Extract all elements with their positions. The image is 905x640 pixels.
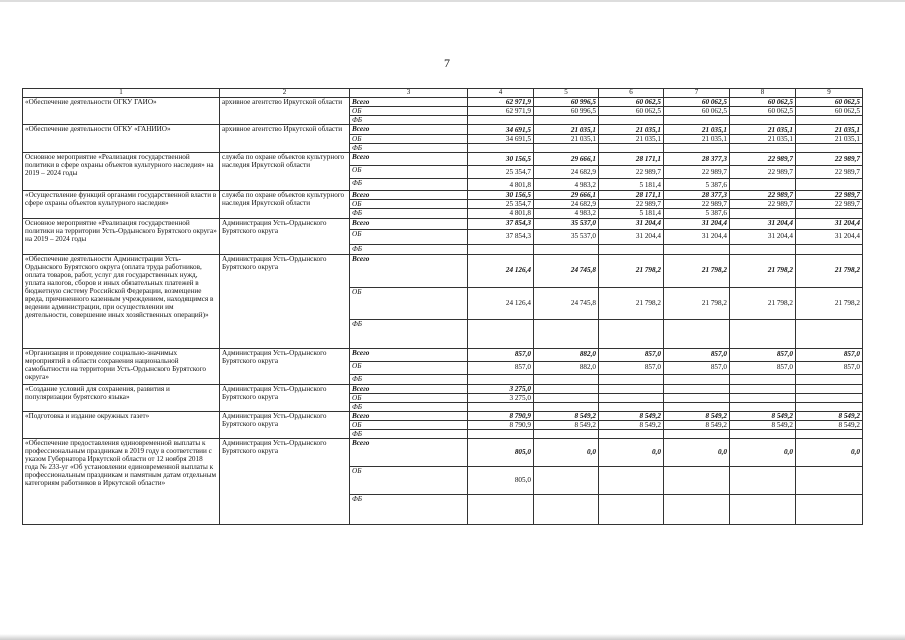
value-cell — [468, 429, 534, 438]
funding-source: ОБ — [350, 166, 468, 179]
activity-name: Основное мероприятие «Реализация государственной политики на территории Усть-Ордынского Бурятского округа» на 2019 – 2024 годы — [23, 218, 220, 254]
value-cell: 857,0 — [468, 361, 534, 374]
activity-name: «Подготовка и издание окружных газет» — [23, 411, 220, 438]
value-cell: 4 801,8 — [468, 179, 534, 191]
value-cell — [534, 374, 599, 384]
value-cell: 21 035,1 — [664, 125, 730, 135]
value-cell: 0,0 — [599, 438, 664, 466]
value-cell — [599, 319, 664, 348]
funding-source: ОБ — [350, 135, 468, 144]
funding-source: Всего — [350, 411, 468, 420]
value-cell — [534, 319, 599, 348]
value-cell: 21 798,2 — [730, 287, 796, 319]
value-cell: 8 549,2 — [534, 420, 599, 429]
value-cell: 60 062,5 — [664, 98, 730, 107]
value-cell: 22 989,7 — [730, 200, 796, 209]
header-cell: 3 — [350, 89, 468, 98]
value-cell — [796, 116, 863, 125]
page-number: 7 — [444, 56, 450, 70]
value-cell: 8 549,2 — [664, 411, 730, 420]
value-cell — [664, 319, 730, 348]
budget-table — [22, 88, 863, 525]
value-cell: 857,0 — [468, 348, 534, 361]
funding-source: Всего — [350, 218, 468, 229]
header-cell: 9 — [796, 89, 863, 98]
funding-source: ОБ — [350, 393, 468, 402]
value-cell: 24 126,4 — [468, 287, 534, 319]
value-cell — [599, 393, 664, 402]
header-cell: 2 — [220, 89, 350, 98]
value-cell: 28 377,3 — [664, 153, 730, 166]
value-cell: 21 035,1 — [599, 125, 664, 135]
value-cell: 21 798,2 — [664, 287, 730, 319]
value-cell: 8 549,2 — [730, 420, 796, 429]
scan-shadow — [0, 634, 905, 640]
value-cell: 28 171,1 — [599, 191, 664, 200]
header-row — [23, 89, 863, 98]
value-cell — [534, 384, 599, 393]
value-cell — [664, 429, 730, 438]
value-cell — [468, 402, 534, 411]
value-cell: 22 989,7 — [664, 166, 730, 179]
funding-source: ФБ — [350, 116, 468, 125]
value-cell — [796, 179, 863, 191]
value-cell: 31 204,4 — [599, 229, 664, 244]
value-cell — [468, 374, 534, 384]
value-cell — [599, 466, 664, 494]
value-cell — [534, 494, 599, 524]
value-cell — [796, 384, 863, 393]
value-cell — [796, 429, 863, 438]
executor-name: Администрация Усть-Ордынского Бурятского округа — [220, 438, 350, 524]
header-cell: 4 — [468, 89, 534, 98]
table-row — [23, 98, 863, 107]
table-row — [23, 411, 863, 420]
value-cell: 31 204,4 — [730, 229, 796, 244]
value-cell: 60 062,5 — [796, 98, 863, 107]
value-cell: 22 989,7 — [796, 153, 863, 166]
value-cell: 60 062,5 — [664, 107, 730, 116]
value-cell: 29 666,1 — [534, 153, 599, 166]
funding-source: ФБ — [350, 402, 468, 411]
activity-name: «Обеспечение деятельности ОГКУ ГАИО» — [23, 98, 220, 125]
value-cell — [796, 144, 863, 153]
value-cell: 8 790,9 — [468, 420, 534, 429]
value-cell — [730, 402, 796, 411]
activity-name: «Обеспечение деятельности ОГКУ «ГАНИИО» — [23, 125, 220, 153]
value-cell — [664, 116, 730, 125]
value-cell: 857,0 — [664, 361, 730, 374]
value-cell: 21 035,1 — [534, 125, 599, 135]
value-cell — [730, 466, 796, 494]
value-cell — [468, 494, 534, 524]
value-cell — [664, 494, 730, 524]
value-cell: 0,0 — [796, 438, 863, 466]
value-cell: 8 790,9 — [468, 411, 534, 420]
value-cell: 0,0 — [730, 438, 796, 466]
value-cell: 37 854,3 — [468, 218, 534, 229]
value-cell — [796, 244, 863, 254]
funding-source: ОБ — [350, 361, 468, 374]
value-cell: 3 275,0 — [468, 393, 534, 402]
value-cell: 28 377,3 — [664, 191, 730, 200]
value-cell: 60 996,5 — [534, 98, 599, 107]
value-cell: 31 204,4 — [796, 218, 863, 229]
activity-name: «Обеспечение предоставления единовременной выплаты к профессиональным праздникам в 2019 году в соответствии с указом Губернатора Иркутской области от 12 ноября 2018 года № 233-уг «Об установлении единовременной выплаты к профессиональным праздникам и памятным датам отдельным категориям работников в Иркутской области» — [23, 438, 220, 524]
value-cell: 24 745,8 — [534, 254, 599, 287]
executor-name: Администрация Усть-Ордынского Бурятского округа — [220, 218, 350, 254]
header-cell: 1 — [23, 89, 220, 98]
table-row — [23, 125, 863, 135]
funding-source: ОБ — [350, 107, 468, 116]
value-cell: 21 035,1 — [730, 135, 796, 144]
table-row — [23, 384, 863, 393]
activity-name: «Организация и проведение социально-значимых мероприятий в области сохранения национальной самобытности на территории Усть-Ордынского Бурятского округа» — [23, 348, 220, 384]
value-cell — [730, 319, 796, 348]
value-cell: 21 035,1 — [534, 135, 599, 144]
value-cell: 22 989,7 — [730, 166, 796, 179]
table-row — [23, 254, 863, 287]
funding-source: ОБ — [350, 466, 468, 494]
value-cell — [599, 384, 664, 393]
value-cell: 21 035,1 — [796, 125, 863, 135]
funding-source: ФБ — [350, 209, 468, 218]
value-cell: 8 549,2 — [796, 420, 863, 429]
value-cell: 60 062,5 — [599, 107, 664, 116]
value-cell: 4 983,2 — [534, 179, 599, 191]
value-cell — [534, 244, 599, 254]
value-cell: 22 989,7 — [730, 191, 796, 200]
value-cell: 30 156,5 — [468, 153, 534, 166]
activity-name: Основное мероприятие «Реализация государственной политики в сфере охраны объектов культурного наследия» на 2019 – 2024 годы — [23, 153, 220, 191]
value-cell: 24 682,9 — [534, 166, 599, 179]
executor-name: архивное агентство Иркутской области — [220, 98, 350, 125]
value-cell — [468, 244, 534, 254]
value-cell — [730, 144, 796, 153]
funding-source: Всего — [350, 254, 468, 287]
value-cell — [664, 144, 730, 153]
value-cell: 21 035,1 — [599, 135, 664, 144]
value-cell — [534, 144, 599, 153]
funding-source: ОБ — [350, 420, 468, 429]
value-cell — [730, 244, 796, 254]
value-cell — [730, 179, 796, 191]
table-row — [23, 218, 863, 229]
header-cell: 5 — [534, 89, 599, 98]
value-cell — [664, 384, 730, 393]
value-cell: 805,0 — [468, 438, 534, 466]
value-cell: 5 387,6 — [664, 179, 730, 191]
value-cell — [730, 374, 796, 384]
value-cell — [796, 319, 863, 348]
value-cell: 25 354,7 — [468, 200, 534, 209]
value-cell: 8 549,2 — [664, 420, 730, 429]
value-cell: 805,0 — [468, 466, 534, 494]
value-cell — [599, 402, 664, 411]
funding-source: ОБ — [350, 287, 468, 319]
value-cell — [534, 393, 599, 402]
value-cell — [664, 402, 730, 411]
value-cell — [730, 116, 796, 125]
value-cell — [796, 209, 863, 218]
funding-source: Всего — [350, 98, 468, 107]
value-cell: 857,0 — [664, 348, 730, 361]
table-row — [23, 438, 863, 466]
value-cell: 21 798,2 — [664, 254, 730, 287]
executor-name: архивное агентство Иркутской области — [220, 125, 350, 153]
scan-edge — [0, 0, 905, 2]
value-cell: 29 666,1 — [534, 191, 599, 200]
value-cell — [534, 466, 599, 494]
value-cell — [796, 374, 863, 384]
header-cell: 6 — [599, 89, 664, 98]
funding-source: ФБ — [350, 179, 468, 191]
funding-source: ФБ — [350, 244, 468, 254]
value-cell: 31 204,4 — [664, 218, 730, 229]
funding-source: Всего — [350, 348, 468, 361]
value-cell: 5 181,4 — [599, 209, 664, 218]
value-cell — [468, 116, 534, 125]
activity-name: «Создание условий для сохранения, развития и популяризации бурятского языка» — [23, 384, 220, 411]
value-cell: 857,0 — [796, 361, 863, 374]
value-cell — [599, 374, 664, 384]
value-cell — [664, 393, 730, 402]
value-cell: 21 798,2 — [730, 254, 796, 287]
value-cell: 8 549,2 — [599, 420, 664, 429]
value-cell: 35 537,0 — [534, 218, 599, 229]
value-cell — [796, 393, 863, 402]
value-cell: 8 549,2 — [730, 411, 796, 420]
funding-source: Всего — [350, 153, 468, 166]
value-cell: 31 204,4 — [730, 218, 796, 229]
funding-source: ФБ — [350, 429, 468, 438]
value-cell: 22 989,7 — [599, 200, 664, 209]
value-cell — [664, 466, 730, 494]
executor-name: Администрация Усть-Ордынского Бурятского округа — [220, 348, 350, 384]
executor-name: служба по охране объектов культурного наследия Иркутской области — [220, 153, 350, 191]
value-cell — [534, 116, 599, 125]
value-cell: 35 537,0 — [534, 229, 599, 244]
value-cell: 5 181,4 — [599, 179, 664, 191]
value-cell: 882,0 — [534, 361, 599, 374]
funding-source: ОБ — [350, 200, 468, 209]
value-cell: 8 549,2 — [534, 411, 599, 420]
value-cell: 22 989,7 — [730, 153, 796, 166]
value-cell: 857,0 — [599, 348, 664, 361]
value-cell: 62 971,9 — [468, 98, 534, 107]
value-cell: 60 062,5 — [730, 98, 796, 107]
value-cell: 34 691,5 — [468, 125, 534, 135]
value-cell: 21 035,1 — [730, 125, 796, 135]
table-row — [23, 348, 863, 361]
value-cell: 22 989,7 — [599, 166, 664, 179]
value-cell: 21 798,2 — [796, 287, 863, 319]
value-cell: 21 035,1 — [796, 135, 863, 144]
value-cell — [599, 494, 664, 524]
funding-source: Всего — [350, 438, 468, 466]
executor-name: Администрация Усть-Ордынского Бурятского округа — [220, 254, 350, 348]
header-cell: 7 — [664, 89, 730, 98]
value-cell: 0,0 — [664, 438, 730, 466]
value-cell: 60 996,5 — [534, 107, 599, 116]
value-cell — [534, 429, 599, 438]
value-cell: 60 062,5 — [599, 98, 664, 107]
value-cell: 60 062,5 — [796, 107, 863, 116]
value-cell: 31 204,4 — [796, 229, 863, 244]
header-cell: 8 — [730, 89, 796, 98]
value-cell: 22 989,7 — [796, 191, 863, 200]
value-cell: 21 035,1 — [664, 135, 730, 144]
value-cell — [796, 466, 863, 494]
value-cell: 857,0 — [730, 348, 796, 361]
value-cell: 37 854,3 — [468, 229, 534, 244]
value-cell: 24 682,9 — [534, 200, 599, 209]
value-cell: 21 798,2 — [599, 287, 664, 319]
table-row — [23, 153, 863, 166]
value-cell: 28 171,1 — [599, 153, 664, 166]
value-cell: 8 549,2 — [599, 411, 664, 420]
value-cell: 24 126,4 — [468, 254, 534, 287]
activity-name: «Обеспечение деятельности Администрации Усть-Ордынского Бурятского округа (оплата труда работников, оплата товаров, работ, услуг для государственных нужд, уплата налогов, сборов и иных обязательных платежей в бюджетную систему Российской Федерации, возмещение вреда, причиненного казенным учреждением, находящимся в ведении администрации, при осуществлении им деятельности, совершение иных хозяйственных операций)» — [23, 254, 220, 348]
value-cell — [730, 209, 796, 218]
funding-source: ФБ — [350, 319, 468, 348]
value-cell: 4 801,8 — [468, 209, 534, 218]
value-cell: 34 691,5 — [468, 135, 534, 144]
funding-source: ФБ — [350, 494, 468, 524]
value-cell — [730, 429, 796, 438]
executor-name: служба по охране объектов культурного наследия Иркутской области — [220, 191, 350, 218]
value-cell: 22 989,7 — [664, 200, 730, 209]
value-cell — [730, 393, 796, 402]
value-cell: 62 971,9 — [468, 107, 534, 116]
value-cell — [664, 244, 730, 254]
value-cell — [599, 244, 664, 254]
value-cell: 857,0 — [599, 361, 664, 374]
value-cell: 30 156,5 — [468, 191, 534, 200]
value-cell: 4 983,2 — [534, 209, 599, 218]
value-cell — [730, 494, 796, 524]
funding-source: Всего — [350, 191, 468, 200]
value-cell — [599, 116, 664, 125]
funding-source: ФБ — [350, 144, 468, 153]
executor-name: Администрация Усть-Ордынского Бурятского округа — [220, 411, 350, 438]
funding-source: ОБ — [350, 229, 468, 244]
value-cell — [730, 384, 796, 393]
executor-name: Администрация Усть-Ордынского Бурятского округа — [220, 384, 350, 411]
value-cell: 22 989,7 — [796, 200, 863, 209]
value-cell: 5 387,6 — [664, 209, 730, 218]
value-cell: 25 354,7 — [468, 166, 534, 179]
value-cell: 857,0 — [796, 348, 863, 361]
value-cell: 31 204,4 — [599, 218, 664, 229]
value-cell — [468, 319, 534, 348]
value-cell — [599, 429, 664, 438]
value-cell — [796, 494, 863, 524]
funding-source: Всего — [350, 125, 468, 135]
value-cell: 24 745,8 — [534, 287, 599, 319]
value-cell: 21 798,2 — [599, 254, 664, 287]
value-cell: 8 549,2 — [796, 411, 863, 420]
funding-source: ФБ — [350, 374, 468, 384]
value-cell: 31 204,4 — [664, 229, 730, 244]
value-cell — [599, 144, 664, 153]
funding-source: Всего — [350, 384, 468, 393]
value-cell: 857,0 — [730, 361, 796, 374]
activity-name: «Осуществление функций органами государственной власти в сфере охраны объектов культурного наследия» — [23, 191, 220, 218]
value-cell — [468, 144, 534, 153]
value-cell — [534, 402, 599, 411]
value-cell: 3 275,0 — [468, 384, 534, 393]
value-cell — [796, 402, 863, 411]
value-cell: 22 989,7 — [796, 166, 863, 179]
value-cell: 882,0 — [534, 348, 599, 361]
value-cell: 21 798,2 — [796, 254, 863, 287]
value-cell — [664, 374, 730, 384]
value-cell: 0,0 — [534, 438, 599, 466]
value-cell: 60 062,5 — [730, 107, 796, 116]
table-row — [23, 191, 863, 200]
